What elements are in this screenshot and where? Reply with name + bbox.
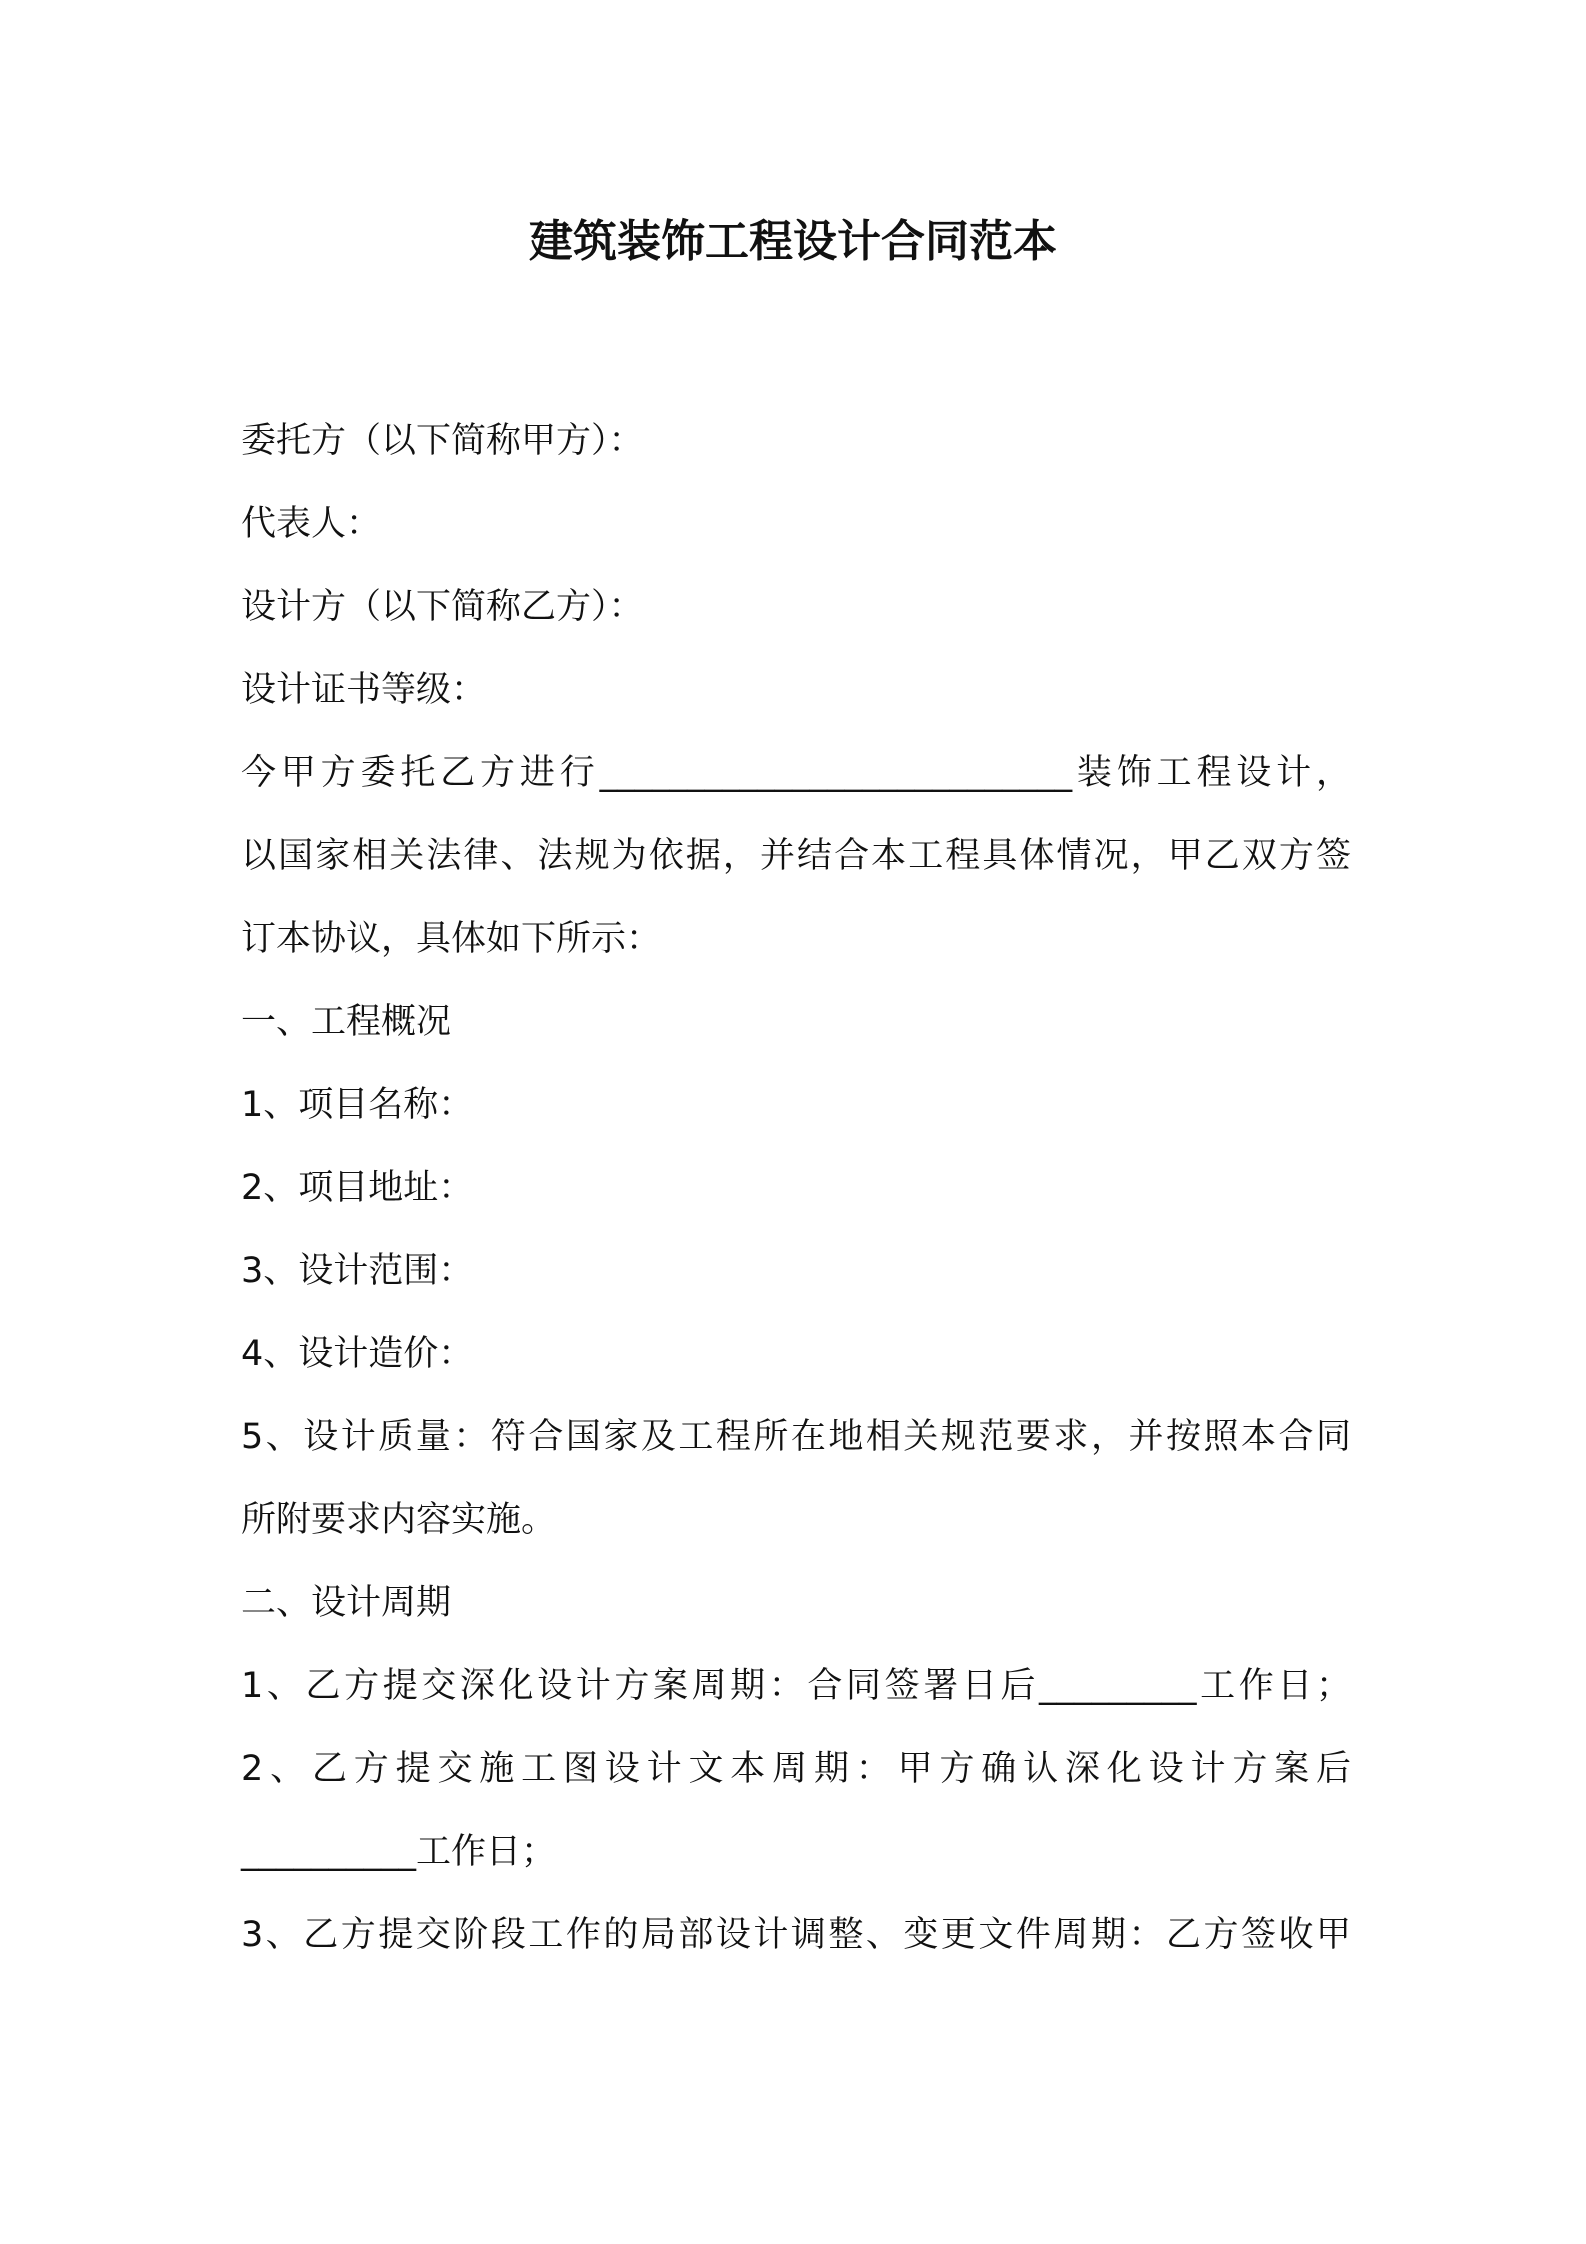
- list-item-period-2-cont: __________工作日；: [241, 1832, 557, 1872]
- list-item-design-quality: 5、设计质量：符合国家及工程所在地相关规范要求，并按照本合同: [241, 1417, 1351, 1457]
- intro-paragraph-line: 今甲方委托乙方进行___________________________装饰工程设计，: [241, 753, 1351, 793]
- document-body: [241, 400, 1351, 1977]
- document-title: 建筑装饰工程设计合同范本: [529, 216, 1057, 267]
- section-heading-project-overview: 一、工程概况: [241, 1002, 452, 1042]
- intro-paragraph-line: 订本协议，具体如下所示：: [241, 919, 662, 959]
- list-item-design-scope: 3、设计范围：: [241, 1251, 474, 1291]
- list-item-design-quality-cont: 所附要求内容实施。: [241, 1500, 557, 1540]
- representative-line: 代表人：: [241, 504, 382, 544]
- list-item-period-1: 1、乙方提交深化设计方案周期：合同签署日后_________工作日；: [241, 1666, 1351, 1706]
- intro-paragraph-line: 以国家相关法律、法规为依据，并结合本工程具体情况，甲乙双方签: [241, 836, 1351, 876]
- list-item-project-address: 2、项目地址：: [241, 1168, 474, 1208]
- party-a-line: 委托方（以下简称甲方）：: [241, 421, 644, 461]
- party-b-line: 设计方（以下简称乙方）：: [241, 587, 644, 627]
- list-item-period-2: 2、乙方提交施工图设计文本周期：甲方确认深化设计方案后: [241, 1749, 1351, 1789]
- list-item-project-name: 1、项目名称：: [241, 1085, 474, 1125]
- section-heading-design-period: 二、设计周期: [241, 1583, 452, 1623]
- list-item-design-cost: 4、设计造价：: [241, 1334, 474, 1374]
- certificate-level-line: 设计证书等级：: [241, 670, 487, 710]
- list-item-period-3: 3、乙方提交阶段工作的局部设计调整、变更文件周期：乙方签收甲: [241, 1915, 1351, 1955]
